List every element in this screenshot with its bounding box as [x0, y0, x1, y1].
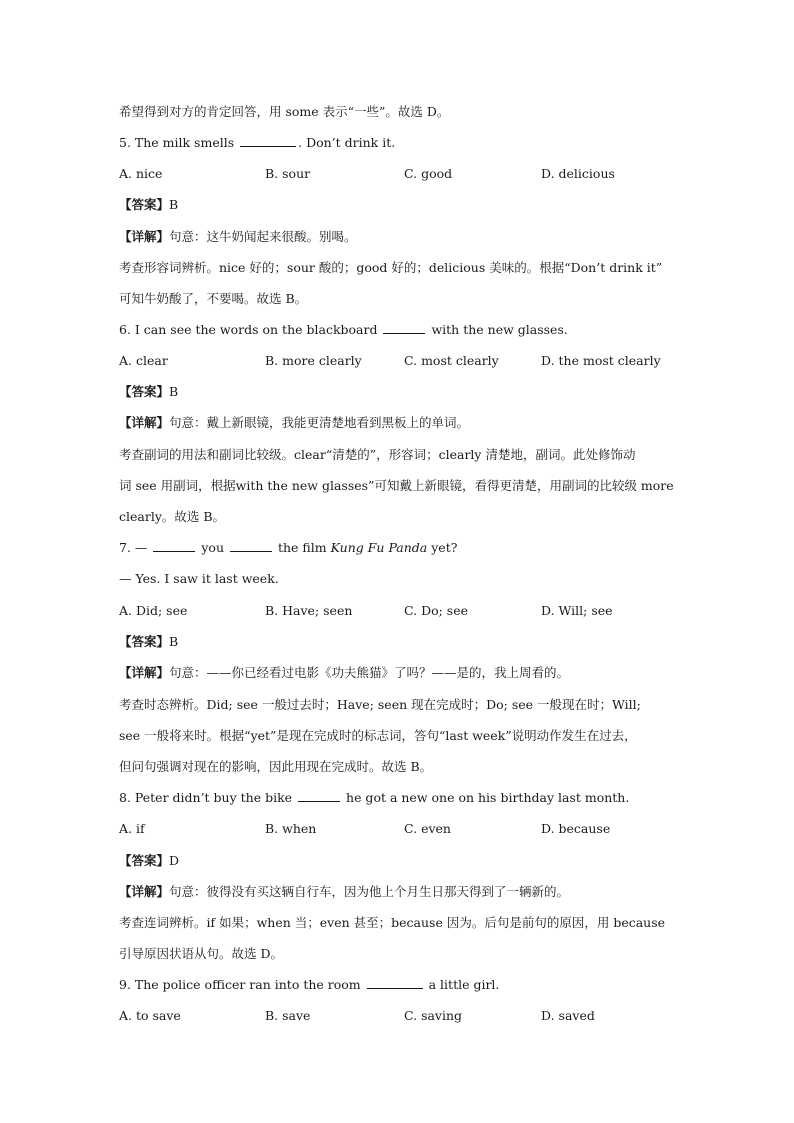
explanation-label: 【详解】	[119, 884, 170, 899]
q7-reply: — Yes. I saw it last week.	[119, 571, 279, 586]
q7-blank-2	[230, 539, 272, 552]
q7-stem-end: yet?	[431, 540, 458, 555]
continuation-line: 希望得到对方的肯定回答，用 some 表示“一些”。故选 D。	[119, 104, 450, 119]
answer-label: 【答案】	[119, 853, 170, 868]
q9-blank	[367, 976, 423, 989]
q7-stem-start: 7. —	[119, 540, 148, 555]
q5-stem-end: . Don’t drink it.	[298, 135, 396, 150]
answer-label: 【答案】	[119, 384, 170, 399]
q7-explanation-1	[119, 664, 569, 682]
q6-explanation-1	[119, 414, 469, 432]
q7-explanation-3: see 一般将来时。根据“yet”是现在完成时的标志词，答句“last week”说明动作发生在过去，	[119, 728, 637, 743]
answer-value: B	[169, 384, 179, 399]
question-8	[119, 789, 629, 807]
explanation-text: 句意：——你已经看过电影《功夫熊猫》了吗？——是的，我上周看的。	[169, 665, 570, 680]
q6-explanation-2: 考查副词的用法和副词比较级。clear“清楚的”，形容词；clearly 清楚地，副词。此处修饰动	[119, 447, 636, 462]
q5-option-c: C. good	[404, 166, 453, 181]
q9-option-a: A. to save	[119, 1008, 181, 1023]
q7-explanation-4: 但问句强调对现在的影响，因此用现在完成时。故选 B。	[119, 759, 433, 774]
q6-explanation-4: clearly。故选 B。	[119, 509, 226, 524]
q6-option-b: B. more clearly	[265, 353, 362, 368]
q5-option-b: B. sour	[265, 166, 311, 181]
question-6	[119, 321, 568, 339]
q7-answer	[119, 633, 178, 651]
explanation-label: 【详解】	[119, 229, 170, 244]
q6-stem-start: 6. I can see the words on the blackboard	[119, 322, 378, 337]
q6-explanation-3: 词 see 用副词，根据with the new glasses”可知戴上新眼镜，看得更清楚，用副词的比较级 more	[119, 478, 674, 493]
q5-explanation-1	[119, 228, 357, 246]
q6-stem-end: with the new glasses.	[431, 322, 568, 337]
q5-option-a: A. nice	[119, 166, 163, 181]
q7-stem-you: you	[201, 540, 225, 555]
q7-stem-film: the film	[277, 540, 327, 555]
q5-answer	[119, 196, 178, 214]
q5-blank	[240, 134, 296, 147]
q6-answer	[119, 383, 178, 401]
answer-label: 【答案】	[119, 634, 170, 649]
q8-option-a: A. if	[119, 821, 145, 836]
answer-value: D	[169, 853, 180, 868]
question-5	[119, 134, 395, 152]
q8-option-b: B. when	[265, 821, 317, 836]
q6-option-a: A. clear	[119, 353, 168, 368]
q9-option-c: C. saving	[404, 1008, 463, 1023]
q7-explanation-2: 考查时态辨析。Did; see 一般过去时；Have; seen 现在完成时；Do; see 一般现在时；Will;	[119, 697, 641, 712]
q6-option-d: D. the most clearly	[541, 353, 661, 368]
answer-label: 【答案】	[119, 197, 170, 212]
explanation-text: 句意：戴上新眼镜，我能更清楚地看到黑板上的单词。	[169, 415, 470, 430]
q6-blank	[383, 321, 425, 334]
q8-stem-end: he got a new one on his birthday last month.	[346, 790, 630, 805]
q5-explanation-2: 考查形容词辨析。nice 好的；sour 酸的；good 好的；delicious 美味的。根据“Don’t drink it”	[119, 260, 663, 275]
q5-explanation-3: 可知牛奶酸了，不要喝。故选 B。	[119, 291, 308, 306]
q8-explanation-2: 考查连词辨析。if 如果；when 当；even 甚至；because 因为。后句是前句的原因，用 because	[119, 915, 666, 930]
q9-stem-end: a little girl.	[428, 977, 500, 992]
q6-option-c: C. most clearly	[404, 353, 499, 368]
q7-film-title: Kung Fu Panda	[330, 540, 428, 555]
explanation-label: 【详解】	[119, 415, 170, 430]
q8-option-d: D. because	[541, 821, 611, 836]
q9-stem-start: 9. The police officer ran into the room	[119, 977, 361, 992]
q7-blank-1	[153, 539, 195, 552]
answer-value: B	[169, 634, 179, 649]
question-7	[119, 539, 457, 557]
q8-answer	[119, 852, 179, 870]
q5-stem-start: 5. The milk smells	[119, 135, 235, 150]
answer-value: B	[169, 197, 179, 212]
q7-option-c: C. Do; see	[404, 603, 469, 618]
question-9	[119, 976, 499, 994]
q7-option-a: A. Did; see	[119, 603, 188, 618]
q8-option-c: C. even	[404, 821, 451, 836]
q8-blank	[298, 789, 340, 802]
q5-option-d: D. delicious	[541, 166, 615, 181]
explanation-label: 【详解】	[119, 665, 170, 680]
q8-explanation-3: 引导原因状语从句。故选 D。	[119, 946, 283, 961]
q9-option-b: B. save	[265, 1008, 311, 1023]
q8-explanation-1	[119, 883, 569, 901]
explanation-text: 句意：这牛奶闻起来很酸。别喝。	[169, 229, 357, 244]
explanation-text: 句意：彼得没有买这辆自行车，因为他上个月生日那天得到了一辆新的。	[169, 884, 570, 899]
q9-option-d: D. saved	[541, 1008, 595, 1023]
q8-stem-start: 8. Peter didn’t buy the bike	[119, 790, 293, 805]
q7-option-d: D. Will; see	[541, 603, 613, 618]
q7-option-b: B. Have; seen	[265, 603, 353, 618]
